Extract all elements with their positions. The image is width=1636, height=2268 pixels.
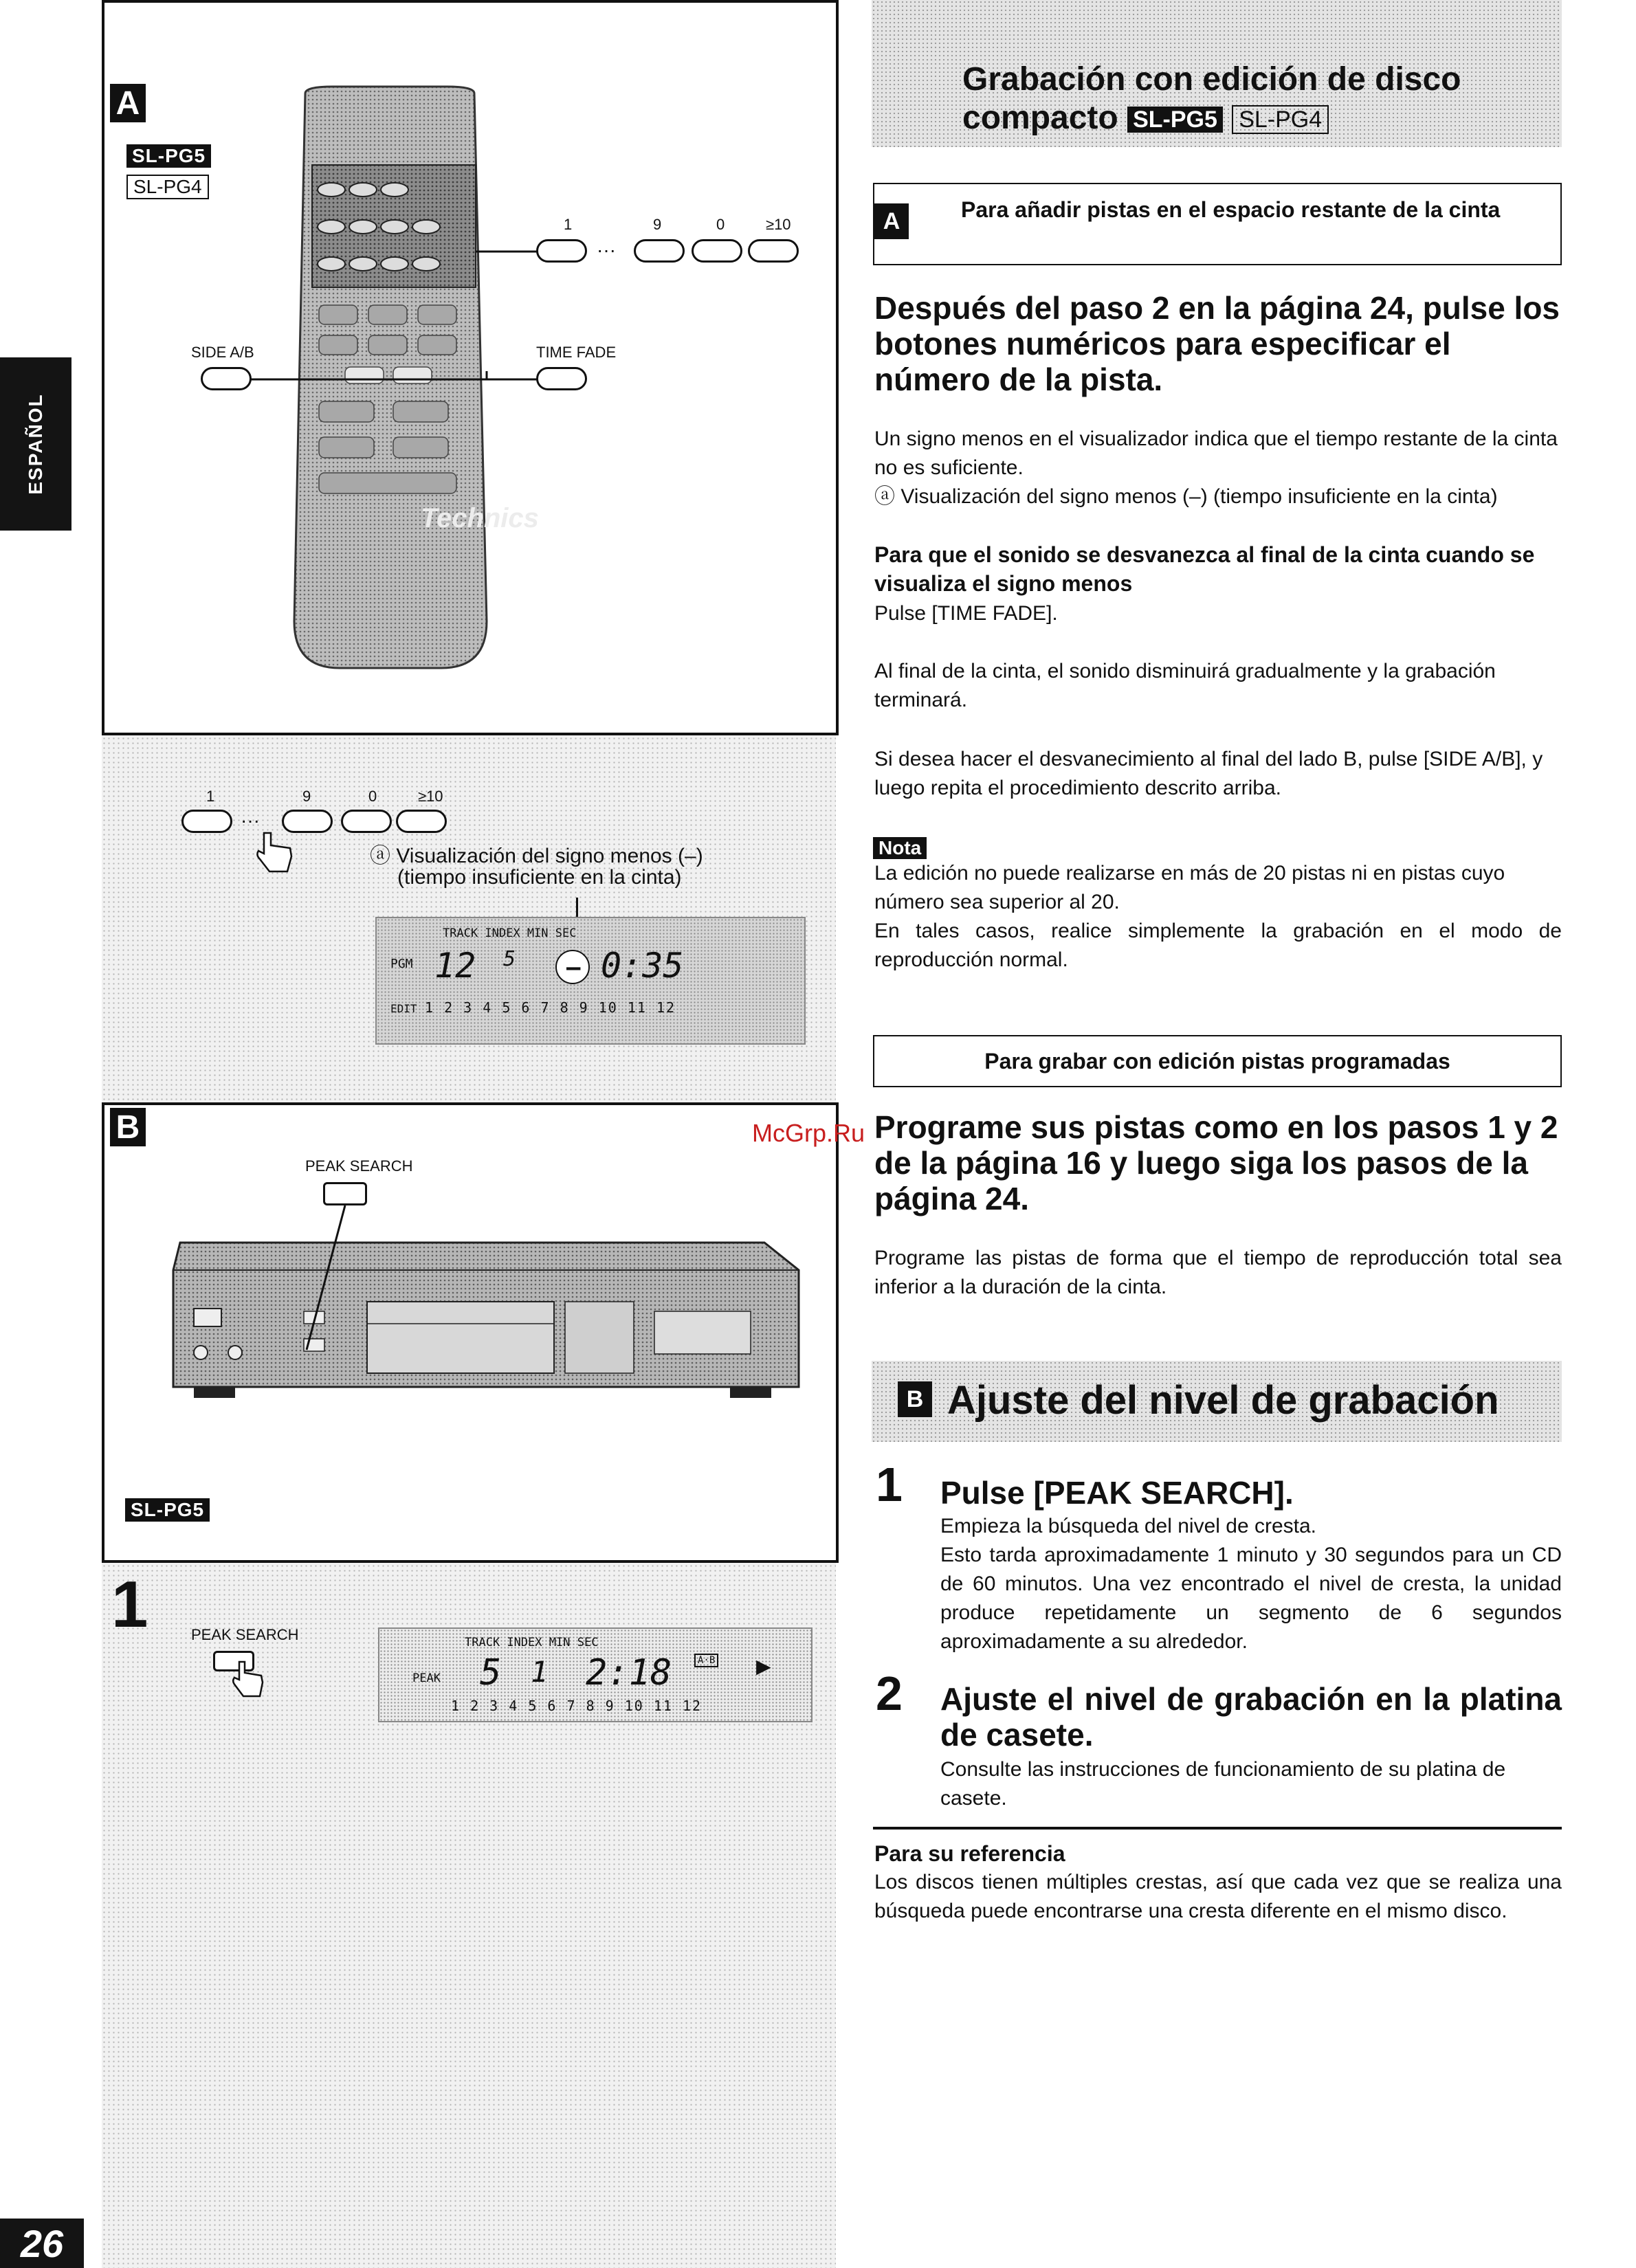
lcd-a-index: 5 [503, 947, 516, 971]
lcd-a-edit: EDIT [390, 1002, 417, 1015]
title-model-outline: SL-PG4 [1232, 105, 1329, 134]
play-icon: ▶ [756, 1652, 771, 1680]
step1-peak-label: PEAK SEARCH [191, 1626, 299, 1643]
panel-a [102, 0, 839, 735]
section-a-para1 [874, 425, 1562, 511]
remote-label-9: 9 [653, 216, 662, 233]
section-a-box [873, 183, 1562, 265]
section-b-banner [872, 1361, 1562, 1442]
pointing-hand-icon [254, 830, 296, 878]
display-a-label-1: 1 [206, 788, 215, 805]
step2-text: Consulte las instrucciones de funcionamiento de su platina de casete. [940, 1758, 1506, 1810]
page-title [962, 60, 1554, 139]
page-title-line2: compacto [962, 100, 1118, 136]
lcd-display-a [375, 917, 806, 1045]
note-text-1: La edición no puede realizarse en más de 20 pistas ni en pistas cuyo número sea superior al 20. [874, 862, 1505, 913]
watermark: McGrp.Ru [752, 1119, 865, 1147]
note-badge: Nota [873, 837, 927, 859]
remote-key-10[interactable] [748, 239, 799, 263]
reference-divider [873, 1827, 1562, 1830]
section-program-para: Programe las pistas de forma que el tiempo de reproducción total sea inferior a la duración de la cinta. [874, 1247, 1562, 1298]
lcd-s1-time: 2:18 [586, 1652, 672, 1693]
display-a-key-0[interactable] [341, 810, 392, 833]
panel-b-model-badge: SL-PG5 [125, 1498, 210, 1522]
language-tab [0, 357, 71, 531]
lcd-s1-index: 1 [531, 1655, 549, 1689]
cd-player-illustration [104, 1105, 836, 1560]
page-title-line1: Grabación con edición de disco [962, 61, 1461, 98]
display-a-label-0: 0 [368, 788, 377, 805]
lcd-display-step1 [378, 1627, 813, 1722]
display-a-diagram [102, 735, 839, 1102]
step1-diagram [102, 1563, 839, 1769]
remote-key-0[interactable] [692, 239, 742, 263]
section-b-letter: B [898, 1381, 932, 1417]
remote-label-1: 1 [564, 216, 573, 233]
panel-b-peak-label: PEAK SEARCH [305, 1157, 413, 1175]
display-a-key-10[interactable] [396, 810, 447, 833]
step1-text [940, 1512, 1562, 1656]
lcd-s1-track: 5 [480, 1652, 502, 1693]
section-a-para2: Al final de la cinta, el sonido disminuirá gradualmente y la grabación terminará. [874, 660, 1496, 711]
page-number: 26 [0, 2219, 84, 2268]
remote-label-fade: TIME FADE [536, 344, 617, 361]
lcd-s1-ab: A·B [694, 1654, 718, 1667]
display-a-key-9[interactable] [282, 810, 333, 833]
section-a-box-letter: A [874, 203, 909, 239]
step1-text-1: Empieza la búsqueda del nivel de cresta. [940, 1515, 1317, 1537]
display-a-label-9: 9 [302, 788, 311, 805]
section-a-para1b-text: ⓐ Visualización del signo menos (–) (tiempo insuficiente en la cinta) [874, 485, 1498, 508]
step1-diagram-number: 1 [111, 1568, 148, 1641]
lcd-a-track: 12 [434, 946, 476, 986]
display-a-callout-line2: (tiempo insuficiente en la cinta) [397, 866, 682, 889]
note-text-2: En tales casos, realice simplemente la grabación en el modo de reproducción normal. [874, 920, 1562, 971]
step1-number: 1 [876, 1458, 903, 1511]
remote-side-ab-button[interactable] [201, 367, 252, 390]
lcd-a-labels: TRACK INDEX MIN SEC [443, 926, 577, 940]
lcd-a-time: 0:35 [601, 946, 684, 986]
language-tab-label: ESPAÑOL [25, 393, 46, 495]
section-a-para3: Si desea hacer el desvanecimiento al final del lado B, pulse [SIDE A/B], y luego repita el procedimiento descrito arriba. [874, 748, 1543, 799]
section-a-para1-text: Un signo menos en el visualizador indica que el tiempo restante de la cinta no es suficiente. [874, 427, 1558, 479]
display-a-key-1[interactable] [181, 810, 232, 833]
lcd-a-pgm: PGM [390, 957, 413, 971]
section-a-sub-text: Pulse [TIME FADE]. [874, 602, 1058, 625]
section-program-box [873, 1035, 1562, 1087]
panel-a-model-outline: SL-PG4 [126, 175, 209, 199]
section-a-box-title: Para añadir pistas en el espacio restante de la cinta [961, 197, 1501, 222]
panel-b-letter: B [110, 1108, 146, 1146]
lcd-s1-peak: PEAK [412, 1671, 441, 1685]
section-a-subheading: Para que el sonido se desvanezca al final de la cinta cuando se visualiza el signo menos [874, 542, 1535, 596]
step1-pointing-hand-icon [231, 1660, 267, 1702]
step1-text-2: Esto tarda aproximadamente 1 minuto y 30 segundos para un CD de 60 minutos. Una vez encontrado el nivel de cresta, la unidad produce repetidamente un segmento de 6 segundos aproximadamente a su alrededor. [940, 1544, 1562, 1653]
note-text [874, 859, 1562, 975]
lcd-s1-track-grid: 1 2 3 4 5 6 7 8 9 10 11 12 [451, 1698, 703, 1714]
section-b-title: Ajuste del nivel de grabación [947, 1378, 1499, 1423]
remote-keys-ellipsis: ··· [597, 239, 616, 260]
remote-label-10: ≥10 [766, 216, 791, 233]
section-program-box-title: Para grabar con edición pistas programadas [984, 1048, 1450, 1074]
remote-key-9[interactable] [634, 239, 685, 263]
step2-title: Ajuste el nivel de grabación en la platina de casete. [940, 1681, 1562, 1753]
section-a-heading: Después del paso 2 en la página 24, pulse los botones numéricos para especificar el número de la pista. [874, 290, 1560, 397]
remote-label-0: 0 [716, 216, 725, 233]
remote-key-1[interactable] [536, 239, 587, 263]
remote-label-side: SIDE A/B [191, 344, 254, 361]
display-a-callout-line1: ⓐ Visualización del signo menos (–) [370, 845, 703, 867]
display-a-ellipsis: ··· [241, 810, 260, 831]
minus-sign-indicator: – [555, 950, 590, 984]
remote-time-fade-button[interactable] [536, 367, 587, 390]
panel-a-letter: A [110, 84, 146, 122]
lcd-s1-labels: TRACK INDEX MIN SEC [465, 1636, 599, 1649]
reference-title: Para su referencia [874, 1841, 1065, 1866]
display-a-label-10: ≥10 [418, 788, 443, 805]
remote-brand: Technics [421, 503, 539, 533]
panel-a-model-badge: SL-PG5 [126, 144, 211, 168]
title-model-badge: SL-PG5 [1127, 107, 1223, 133]
section-program-heading: Programe sus pistas como en los pasos 1 y 2 de la página 16 y luego siga los pasos de la página 24. [874, 1109, 1558, 1216]
step1-title: Pulse [PEAK SEARCH]. [940, 1475, 1294, 1511]
step2-number: 2 [876, 1667, 903, 1720]
lcd-a-track-grid: 1 2 3 4 5 6 7 8 9 10 11 12 [425, 999, 676, 1016]
panel-b [102, 1102, 839, 1563]
reference-text: Los discos tienen múltiples crestas, así que cada vez que se realiza una búsqueda puede encontrarse una cresta diferente en el mismo disco. [874, 1871, 1562, 1922]
